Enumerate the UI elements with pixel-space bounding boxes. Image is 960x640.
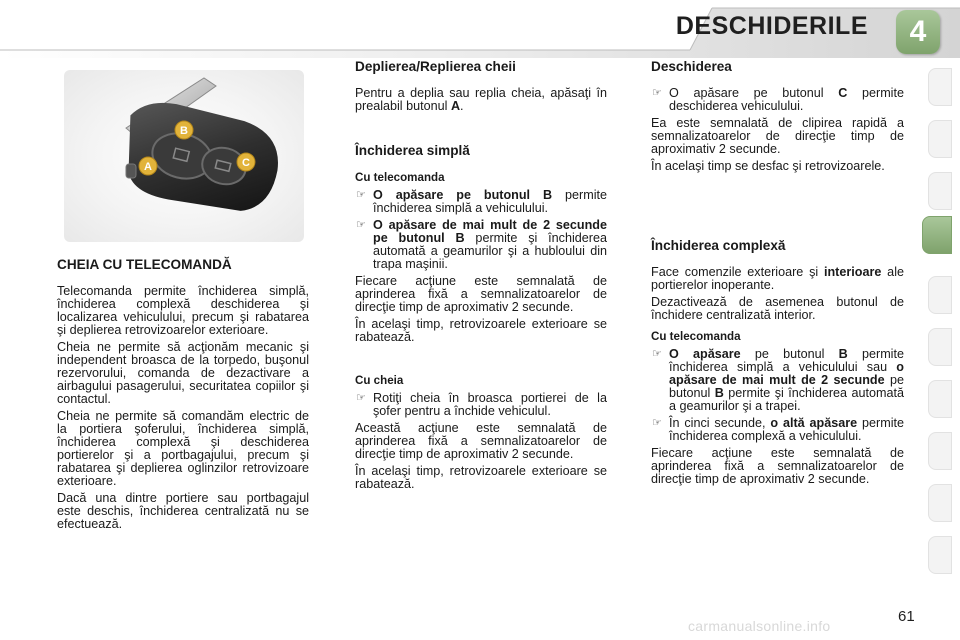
chapter-badge: 4 [896,10,940,54]
column-unlocking [651,60,904,490]
text-run: permite deschiderea vehiculului. [669,86,904,113]
text-run: o apăsare de mai mult de 2 secunde [669,360,904,387]
text-run: permite închiderea simplă a vehiculului. [373,188,607,215]
key-label-a: A [144,161,152,173]
subsection-title: Cu telecomanda [355,171,445,184]
pointing-hand-icon: ☞ [652,417,662,429]
chapter-tab[interactable] [928,172,952,210]
text-run: B [714,386,724,400]
column-locking [355,60,607,495]
key-label-c: C [242,157,250,169]
subsection-title: Cu cheia [355,374,404,387]
watermark: carmanualsonline.info [688,618,831,634]
chapter-tab[interactable] [928,120,952,158]
text-run: pe butonul [669,373,904,400]
list-item [651,417,904,443]
column-remote-key [57,258,309,535]
paragraph: Fiecare acţiune este semnalată de aprinderea fixă a semnalizatoarelor de direcţie timp de aproximativ 2 secunde. [355,274,607,314]
paragraph: Această acţiune este semnalată de aprinderea fixă a semnalizatoarelor de direcţie timp de aproximativ 2 secunde. [355,421,607,461]
chapter-tabs [928,68,952,578]
chapter-tab[interactable] [928,484,952,522]
text-run: În cinci secunde, [669,416,771,430]
text-run: permite închiderea complexă a vehiculului. [669,416,904,443]
button-a-ref: A [450,99,461,113]
pointing-hand-icon: ☞ [652,87,662,99]
section-title: CHEIA CU TELECOMANDĂ [57,257,232,272]
section-title: Închiderea simplă [355,143,470,158]
section-title: Deplierea/Replierea cheii [355,59,516,74]
page-title: DESCHIDERILE [675,12,868,40]
paragraph: Dezactivează de asemenea butonul de închidere centralizată interior. [651,295,904,322]
chapter-tab[interactable] [928,536,952,574]
paragraph: Fiecare acţiune este semnalată de aprinderea fixă a semnalizatoarelor de direcţie timp de aproximativ 2 secunde. [651,446,904,486]
chapter-tab-active[interactable] [922,216,952,254]
section-title: Deschiderea [651,59,732,74]
chapter-tab[interactable] [928,68,952,106]
text-run: permite închiderea simplă a vehiculului sau [669,347,904,374]
list-item [355,219,607,271]
key-photo [64,70,304,242]
remote-key-illustration [64,70,304,242]
chapter-tab[interactable] [928,276,952,314]
chapter-tab[interactable] [928,328,952,366]
paragraph: În acelaşi timp se desfac şi retrovizoarele. [651,159,885,173]
text-run: Face comenzile exterioare şi [651,265,824,279]
list-item [651,87,904,113]
pointing-hand-icon: ☞ [652,348,662,360]
paragraph: Cheia ne permite să comandăm electric de la portiera şoferului, închiderea simplă, închiderea complexă şi deschiderea portierelor şi a portbagajului, precum şi rabatarea şi deplierea oglinzilor retrovizoare exterioare. [57,409,309,488]
text-run: . [460,99,464,113]
paragraph: În acelaşi timp, retrovizoarele exterioare se rabatează. [355,317,607,344]
list-item [355,392,607,418]
text-run: o altă apăsare [770,416,858,430]
paragraph: Dacă una dintre portiere sau portbagajul este deschis, închiderea centralizată nu se efectuează. [57,491,309,531]
text-run: interioare [823,265,882,279]
list-item [651,348,904,413]
chapter-tab[interactable] [928,380,952,418]
button-c-ref: C [838,86,848,100]
paragraph [651,266,904,292]
pointing-hand-icon: ☞ [356,392,366,404]
paragraph [355,87,607,113]
paragraph: În acelaşi timp, retrovizoarele exterioare se rabatează. [355,464,607,491]
section-title: Închiderea complexă [651,238,786,253]
paragraph: Ea este semnalată de clipirea rapidă a semnalizatoarelor de direcţie timp de aproximativ 2 secunde. [651,116,904,156]
text-run: Rotiţi cheia în broasca portierei de la şofer pentru a închide vehiculul. [373,391,607,418]
pointing-hand-icon: ☞ [356,189,366,201]
text-run: O apăsare [669,347,741,361]
paragraph: Cheia ne permite să acţionăm mecanic şi independent broasca de la torpedo, buşonul rezervorului, comanda de dezactivare a airbagului pasagerului, securitatea copiilor şi contactul. [57,340,309,406]
text-run: O apăsare de mai mult de 2 secunde pe butonul B [373,218,607,245]
text-run: ale portierelor inoperante. [651,265,904,292]
text-run: Pentru a deplia sau replia cheia, apăsaţi în prealabil butonul [355,86,607,113]
key-label-b: B [180,125,188,137]
subsection-title: Cu telecomanda [651,330,741,343]
text-run: pe butonul [740,347,839,361]
page-number: 61 [898,608,915,625]
pointing-hand-icon: ☞ [356,219,366,231]
text-run: O apăsare pe butonul B [373,188,553,202]
list-item [355,189,607,215]
text-run: B [838,347,848,361]
text-run: permite şi închiderea automată a geamurilor şi a trapei. [669,386,904,413]
paragraph: Telecomanda permite închiderea simplă, închiderea complexă deschiderea şi localizarea vehiculului, precum şi rabatarea şi deplierea retrovizoarelor exterioare. [57,284,309,337]
text-run: permite şi închiderea automată a geamurilor şi a hubloului din trapa maşinii. [373,231,607,271]
chapter-tab[interactable] [928,432,952,470]
text-run: O apăsare pe butonul [669,86,839,100]
